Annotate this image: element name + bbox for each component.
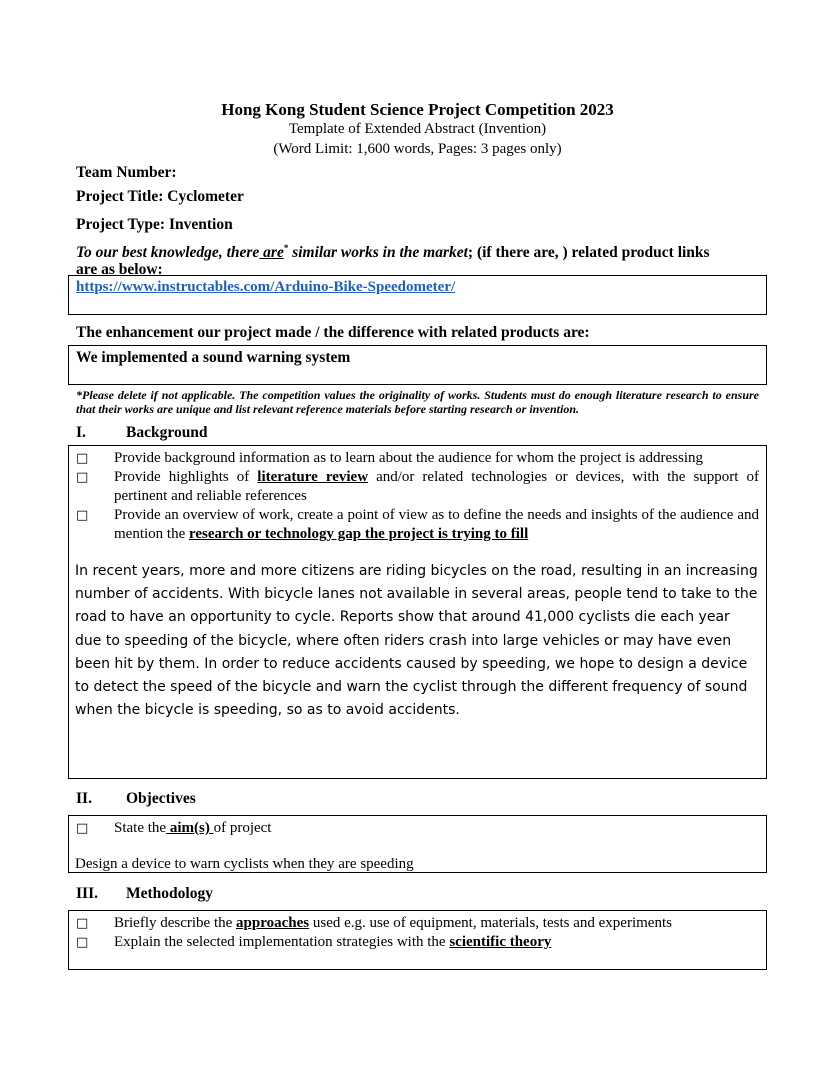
bullet-text: Provide an overview of work, create a point of view as to define the needs and insights of the audience and mention the research or technology gap the project is trying to fill [114,507,759,542]
section-number: I. [76,424,86,441]
methodology-box [68,910,767,970]
checkbox-icon: □ [76,508,89,523]
similar-italic-1: To our best knowledge, there [76,244,260,262]
similar-are: are [259,244,284,262]
document-subtitle: Template of Extended Abstract (Invention) [288,121,547,137]
enhancement-box [68,345,767,385]
related-product-link[interactable]: https://www.instructables.com/Arduino-Bike-Speedometer/ [76,279,456,295]
section-number: II. [76,790,92,807]
section-methodology-heading [76,885,213,903]
checkbox-icon: □ [76,451,89,466]
background-bullet-3 [76,506,759,544]
checkbox-icon: □ [76,470,89,485]
objectives-text: Design a device to warn cyclists when they are speeding [75,856,414,872]
enhancement-label: The enhancement our project made / the difference with related products are: [76,324,590,341]
section-title: Background [126,424,208,441]
checkbox-icon: □ [76,916,89,931]
methodology-bullet-2 [76,933,759,952]
section-title: Objectives [126,790,196,807]
section-background-heading [76,424,208,442]
background-bullet-1 [76,449,759,468]
project-title-label: Project Title: Cyclometer [76,188,244,205]
checkbox-icon: □ [76,935,89,950]
document-title: Hong Kong Student Science Project Competition 2023 [221,100,614,119]
bullet-text: Provide background information as to learn about the audience for whom the project is addressing [114,450,703,466]
bullet-text: Explain the selected implementation strategies with the scientific theory [114,934,552,950]
word-limit: (Word Limit: 1,600 words, Pages: 3 pages only) [273,141,562,157]
background-bullet-2 [76,468,759,506]
objectives-bullet-1 [76,819,759,838]
enhancement-value: We implemented a sound warning system [76,349,351,366]
background-paragraph: In recent years, more and more citizens are riding bicycles on the road, resulting in an increasing number of accidents. With bicycle lanes not available in several areas, people tend to take to the road to have an opportunity to cycle. Reports show that around 41,000 cyclists die each year due to speeding of the bicycle, where often riders crash into large vehicles or may have even been hit by them. In order to reduce accidents caused by speeding, we hope to design a device to detect the speed of the bicycle and warn the cyclist through the different frequency of sound when the bicycle is speeding, so as to avoid accidents. [75,563,758,719]
bullet-text: State the aim(s) of project [114,820,272,836]
similar-rest-1: ; (if there are, ) related product links [467,244,710,262]
section-objectives-heading [76,790,196,808]
related-links-box [68,275,767,315]
similar-italic-2: similar works in the market [288,244,468,262]
checkbox-icon: □ [76,821,89,836]
bullet-text: Provide highlights of literature review and/or related technologies or devices, with the support of pertinent and reliable references [114,469,759,504]
project-type-label: Project Type: Invention [76,216,233,233]
bullet-text: Briefly describe the approaches used e.g. use of equipment, materials, tests and experiments [114,915,672,931]
methodology-bullet-1 [76,914,759,933]
background-box [68,445,767,779]
similar-star: * [283,243,289,253]
objectives-box [68,815,767,873]
similar-works-statement [76,240,766,278]
team-number-label: Team Number: [76,164,177,181]
originality-note: *Please delete if not applicable. The competition values the originality of works. Students must do enough literature research to ensure that their works are unique and list relevant reference materials before starting research or invention. [76,388,759,416]
section-number: III. [76,885,98,902]
similar-rest-2: are as below: [76,261,163,279]
section-title: Methodology [126,885,213,902]
